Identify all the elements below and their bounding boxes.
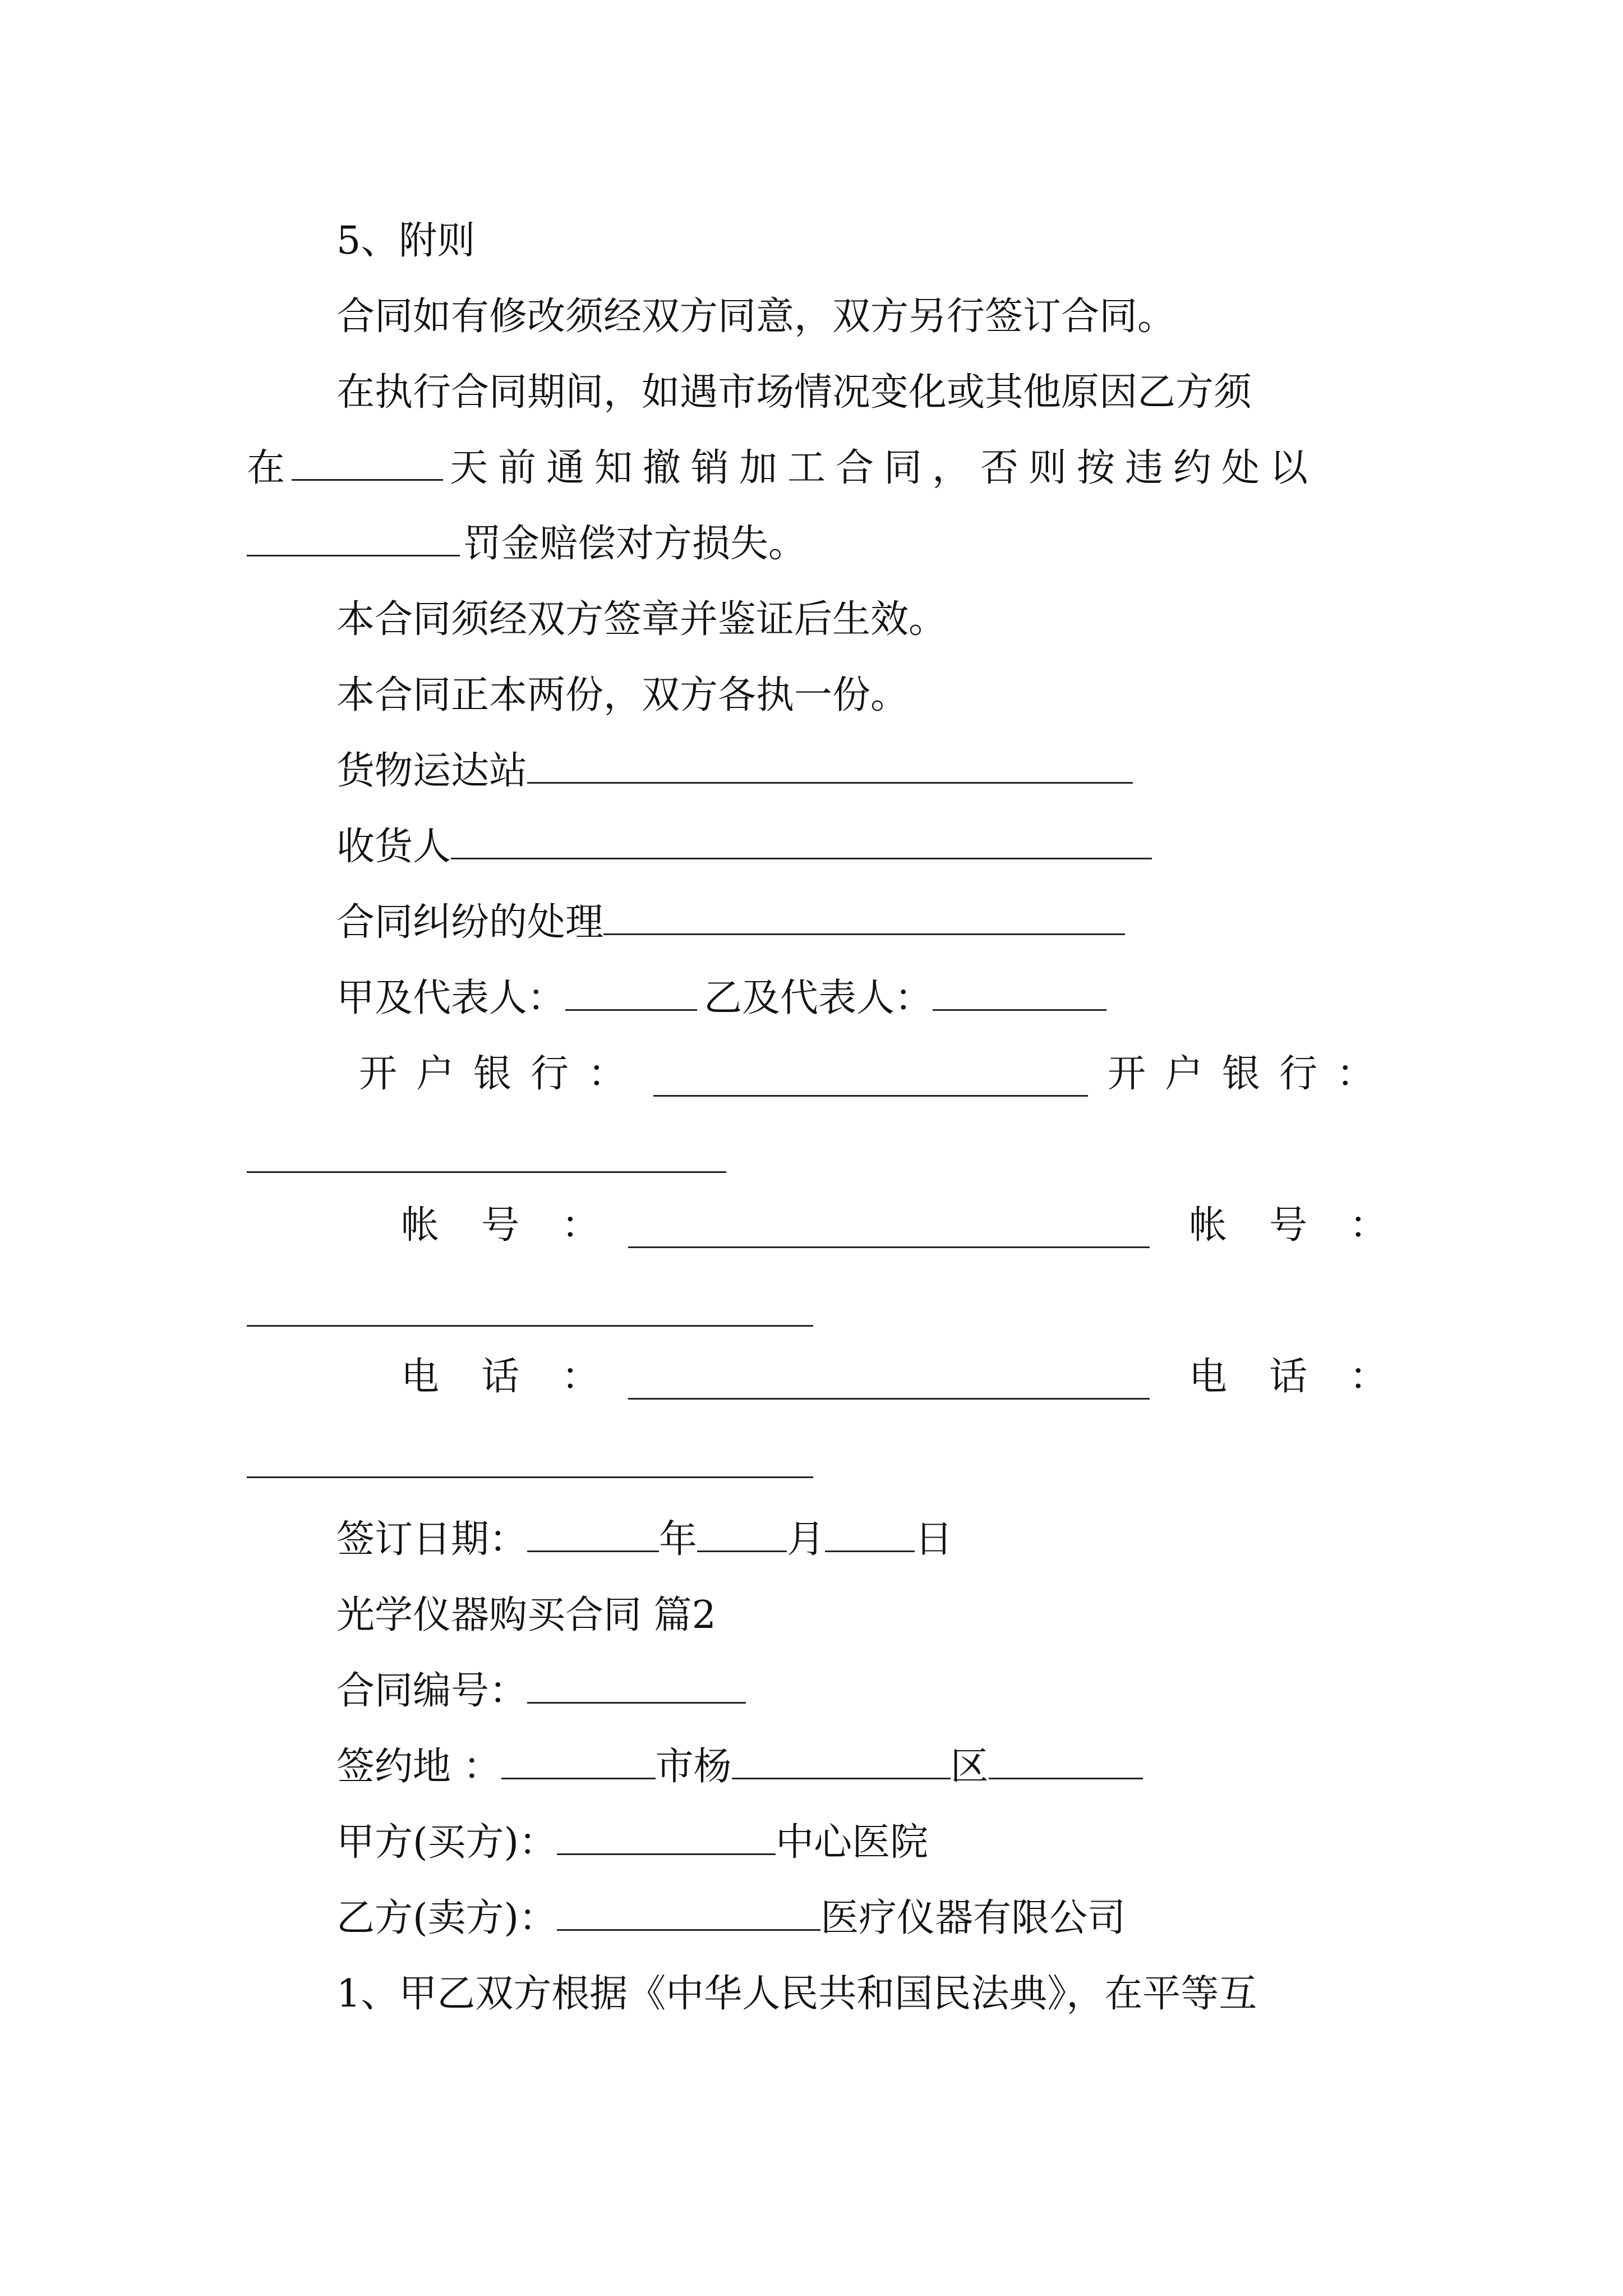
seller-blank[interactable] — [557, 1894, 820, 1931]
representatives-row — [336, 968, 1106, 1029]
sign-place-label: 签约地 ： — [336, 1745, 501, 1789]
consignee-row — [336, 816, 1152, 878]
text-segment: 罚金赔偿对方损失。 — [463, 522, 807, 566]
contract-title-2: 光学仪器购买合同 篇2 — [336, 1593, 716, 1637]
account-label-text: 帐号： — [1189, 1203, 1430, 1248]
buyer-suffix: 中心医院 — [776, 1820, 929, 1865]
text-segment: 天前通知撤销加工合同，否则按违约处以 — [450, 446, 1318, 490]
city-label: 市杨 — [655, 1745, 732, 1789]
paragraph-execution-line2 — [247, 438, 1318, 499]
text-segment: 在 — [247, 446, 285, 490]
seller-row — [336, 1888, 1126, 1949]
party-a-rep-blank[interactable] — [565, 974, 697, 1011]
buyer-row — [336, 1812, 928, 1874]
station-row — [336, 740, 1133, 802]
seller-suffix: 医疗仪器有限公司 — [820, 1896, 1126, 1940]
bank-blank-a[interactable] — [653, 1095, 1088, 1097]
buyer-blank[interactable] — [557, 1819, 776, 1855]
city-blank[interactable] — [732, 1743, 951, 1779]
phone-label-a — [401, 1346, 642, 1408]
bank-label-b — [1108, 1043, 1394, 1105]
district-label: 区 — [950, 1745, 989, 1789]
sign-place-blank[interactable] — [501, 1743, 656, 1779]
dispute-row — [336, 892, 1125, 954]
seller-label: 乙方(卖方)： — [336, 1896, 557, 1940]
contract-no-label: 合同编号： — [336, 1669, 528, 1713]
day-blank[interactable] — [825, 1516, 915, 1552]
sign-place-row — [336, 1736, 1143, 1798]
station-blank[interactable] — [527, 747, 1133, 784]
year-blank[interactable] — [527, 1516, 659, 1552]
day-label: 日 — [915, 1517, 953, 1562]
penalty-blank[interactable] — [247, 520, 460, 556]
party-b-rep-label: 乙及代表人： — [704, 976, 933, 1020]
account-label-a — [401, 1195, 642, 1257]
bank-label-text: 开户银行： — [359, 1052, 645, 1096]
paragraph-amendment: 合同如有修改须经双方同意，双方另行签订合同。 — [336, 295, 1176, 339]
sign-date-row — [336, 1509, 953, 1571]
phone-blank-b[interactable] — [247, 1476, 813, 1478]
phone-blank-a[interactable] — [628, 1398, 1150, 1400]
account-blank-a[interactable] — [628, 1246, 1150, 1248]
party-b-rep-blank[interactable] — [933, 974, 1106, 1011]
paragraph-effective: 本合同须经双方签章并鉴证后生效。 — [336, 597, 947, 642]
paragraph-copies: 本合同正本两份，双方各执一份。 — [336, 673, 909, 717]
phone-label-text: 电话： — [1189, 1355, 1430, 1399]
days-blank[interactable] — [292, 444, 443, 481]
phone-label-text: 电话： — [401, 1355, 642, 1399]
bank-label-text: 开户银行： — [1108, 1052, 1394, 1096]
account-label-text: 帐号： — [401, 1203, 642, 1248]
contract-no-blank[interactable] — [527, 1667, 746, 1704]
buyer-label: 甲方(买方)： — [336, 1820, 557, 1865]
contract-no-row — [336, 1660, 746, 1722]
station-label: 货物运达站 — [336, 749, 528, 793]
bank-label-a — [359, 1043, 645, 1105]
district-blank[interactable] — [989, 1743, 1143, 1779]
section-title: 5、附则 — [336, 219, 476, 263]
month-label: 月 — [787, 1517, 826, 1562]
phone-label-b — [1189, 1346, 1430, 1408]
clause-1: 1、甲乙双方根据《中华人民共和国民法典》，在平等互 — [336, 1972, 1257, 2016]
party-a-rep-label: 甲及代表人： — [336, 976, 566, 1020]
account-label-b — [1189, 1195, 1430, 1257]
consignee-blank[interactable] — [451, 823, 1152, 859]
month-blank[interactable] — [697, 1516, 787, 1552]
bank-blank-b[interactable] — [247, 1171, 726, 1173]
paragraph-execution-line1: 在执行合同期间，如遇市场情况变化或其他原因乙方须 — [336, 370, 1252, 415]
dispute-blank[interactable] — [603, 899, 1125, 935]
account-blank-b[interactable] — [247, 1325, 813, 1327]
year-label: 年 — [659, 1517, 698, 1562]
paragraph-execution-line3 — [247, 513, 806, 575]
dispute-label: 合同纠纷的处理 — [336, 900, 604, 945]
sign-date-label: 签订日期： — [336, 1517, 528, 1562]
consignee-label: 收货人 — [336, 825, 451, 869]
